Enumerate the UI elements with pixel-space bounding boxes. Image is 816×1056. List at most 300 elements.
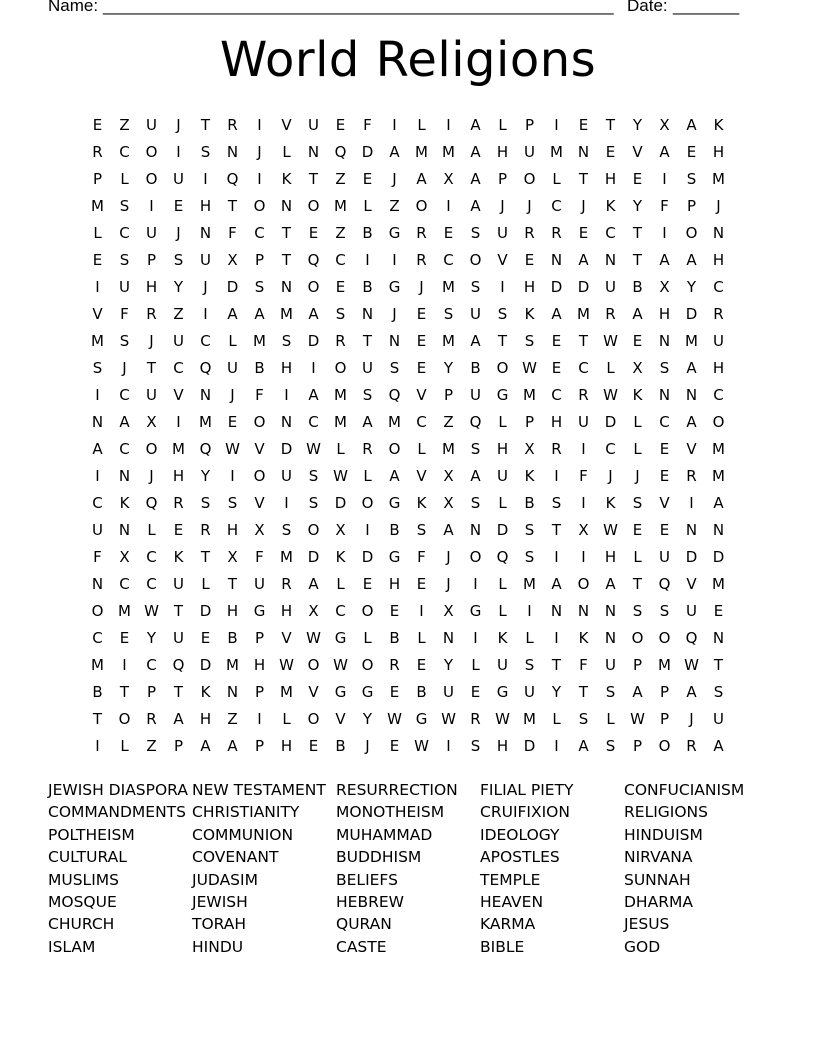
grid-letter[interactable]: P [146,250,157,269]
grid-letter[interactable]: V [416,466,427,485]
grid-letter[interactable]: M [280,304,293,323]
grid-letter[interactable]: N [712,223,725,242]
grid-letter[interactable]: O [523,169,536,188]
grid-letter[interactable]: N [91,574,104,593]
grid-letter[interactable]: R [200,520,211,539]
grid-letter[interactable]: I [95,385,100,404]
grid-letter[interactable]: A [308,574,319,593]
grid-letter[interactable]: E [524,250,535,269]
grid-letter[interactable]: S [227,493,238,512]
grid-letter[interactable]: T [551,655,562,674]
grid-letter[interactable]: Y [632,115,643,134]
grid-letter[interactable]: V [686,574,697,593]
grid-letter[interactable]: U [605,277,616,296]
grid-letter[interactable]: Y [443,655,454,674]
grid-letter[interactable]: I [392,115,397,134]
grid-letter[interactable]: U [524,142,535,161]
grid-letter[interactable]: L [417,115,426,134]
grid-letter[interactable]: U [497,655,508,674]
grid-letter[interactable]: A [470,142,481,161]
grid-letter[interactable]: U [254,574,265,593]
grid-letter[interactable]: C [92,493,103,512]
grid-letter[interactable]: E [632,169,643,188]
grid-letter[interactable]: D [496,520,509,539]
grid-letter[interactable]: W [306,439,321,458]
grid-letter[interactable]: B [416,682,427,701]
grid-letter[interactable]: I [149,196,154,215]
grid-letter[interactable]: O [658,628,671,647]
grid-letter[interactable]: I [527,601,532,620]
grid-letter[interactable]: Q [226,169,239,188]
grid-letter[interactable]: H [388,574,401,593]
grid-letter[interactable]: T [578,169,589,188]
grid-letter[interactable]: V [281,115,292,134]
grid-letter[interactable]: N [199,223,212,242]
grid-letter[interactable]: E [308,736,319,755]
grid-letter[interactable]: C [713,385,724,404]
grid-letter[interactable]: E [659,439,670,458]
grid-letter[interactable]: O [361,493,374,512]
grid-letter[interactable]: E [92,115,103,134]
grid-letter[interactable]: J [716,196,721,215]
grid-letter[interactable]: D [685,547,698,566]
grid-letter[interactable]: N [604,601,617,620]
grid-letter[interactable]: P [146,682,157,701]
grid-letter[interactable]: V [686,439,697,458]
grid-letter[interactable]: I [554,115,559,134]
grid-letter[interactable]: E [173,196,184,215]
grid-letter[interactable]: Z [443,412,454,431]
grid-letter[interactable]: B [335,736,346,755]
grid-letter[interactable]: V [308,682,319,701]
grid-letter[interactable]: C [173,358,184,377]
grid-letter[interactable]: R [227,115,238,134]
grid-letter[interactable]: H [604,169,617,188]
grid-letter[interactable]: N [469,520,482,539]
grid-letter[interactable]: L [417,628,426,647]
grid-letter[interactable]: R [281,574,292,593]
grid-letter[interactable]: N [280,277,293,296]
grid-letter[interactable]: J [203,277,208,296]
grid-letter[interactable]: S [119,250,130,269]
grid-letter[interactable]: G [415,709,428,728]
grid-letter[interactable]: D [199,601,212,620]
grid-letter[interactable]: G [496,682,509,701]
grid-letter[interactable]: X [443,466,454,485]
grid-letter[interactable]: E [416,331,427,350]
grid-letter[interactable]: E [686,142,697,161]
grid-letter[interactable]: T [227,574,238,593]
grid-letter[interactable]: I [554,628,559,647]
grid-letter[interactable]: N [685,385,698,404]
grid-letter[interactable]: P [173,736,184,755]
grid-letter[interactable]: P [254,736,265,755]
grid-letter[interactable]: J [689,709,694,728]
grid-letter[interactable]: Q [199,439,212,458]
grid-letter[interactable]: Q [145,493,158,512]
grid-letter[interactable]: T [119,682,130,701]
grid-letter[interactable]: O [334,358,347,377]
grid-letter[interactable]: S [254,277,265,296]
grid-letter[interactable]: C [119,439,130,458]
grid-letter[interactable]: G [253,601,266,620]
grid-letter[interactable]: I [257,115,262,134]
grid-letter[interactable]: M [334,412,347,431]
grid-letter[interactable]: U [497,466,508,485]
grid-letter[interactable]: R [146,709,157,728]
grid-letter[interactable]: N [199,385,212,404]
grid-letter[interactable]: A [389,142,400,161]
grid-letter[interactable]: S [632,493,643,512]
grid-letter[interactable]: E [308,223,319,242]
grid-letter[interactable]: I [473,574,478,593]
grid-letter[interactable]: D [685,304,698,323]
grid-letter[interactable]: D [307,331,320,350]
grid-letter[interactable]: A [659,250,670,269]
grid-letter[interactable]: M [226,655,239,674]
grid-letter[interactable]: I [446,115,451,134]
grid-letter[interactable]: T [605,115,616,134]
grid-letter[interactable]: A [443,520,454,539]
grid-letter[interactable]: W [306,628,321,647]
grid-letter[interactable]: F [579,655,588,674]
grid-letter[interactable]: S [524,520,535,539]
grid-letter[interactable]: U [470,385,481,404]
grid-letter[interactable]: X [227,547,238,566]
grid-letter[interactable]: E [443,223,454,242]
grid-letter[interactable]: U [443,682,454,701]
grid-letter[interactable]: D [361,142,374,161]
grid-letter[interactable]: M [118,601,131,620]
grid-letter[interactable]: W [441,709,456,728]
grid-letter[interactable]: I [581,547,586,566]
grid-letter[interactable]: K [605,196,616,215]
grid-letter[interactable]: T [146,358,157,377]
grid-letter[interactable]: D [604,412,617,431]
grid-letter[interactable]: U [146,115,157,134]
grid-letter[interactable]: U [173,574,184,593]
grid-letter[interactable]: M [199,412,212,431]
grid-letter[interactable]: I [392,250,397,269]
grid-letter[interactable]: H [226,520,239,539]
grid-letter[interactable]: M [442,331,455,350]
grid-letter[interactable]: R [146,304,157,323]
grid-letter[interactable]: L [498,412,507,431]
grid-letter[interactable]: M [523,709,536,728]
grid-letter[interactable]: K [632,385,643,404]
grid-letter[interactable]: R [362,439,373,458]
grid-letter[interactable]: C [119,142,130,161]
grid-letter[interactable]: M [442,142,455,161]
grid-letter[interactable]: A [551,304,562,323]
grid-letter[interactable]: C [416,412,427,431]
grid-letter[interactable]: H [145,277,158,296]
grid-letter[interactable]: J [527,196,532,215]
grid-letter[interactable]: H [253,655,266,674]
grid-letter[interactable]: I [662,223,667,242]
grid-letter[interactable]: L [228,331,237,350]
grid-letter[interactable]: V [416,385,427,404]
grid-letter[interactable]: J [500,196,505,215]
grid-letter[interactable]: H [496,142,509,161]
grid-letter[interactable]: M [415,142,428,161]
grid-letter[interactable]: S [605,736,616,755]
grid-letter[interactable]: Y [200,466,211,485]
grid-letter[interactable]: Q [334,142,347,161]
grid-letter[interactable]: L [93,223,102,242]
grid-letter[interactable]: I [284,493,289,512]
grid-letter[interactable]: C [659,412,670,431]
grid-letter[interactable]: X [632,358,643,377]
grid-letter[interactable]: O [415,196,428,215]
grid-letter[interactable]: L [633,547,642,566]
grid-letter[interactable]: I [257,709,262,728]
grid-letter[interactable]: N [361,304,374,323]
grid-letter[interactable]: C [605,439,616,458]
grid-letter[interactable]: X [443,493,454,512]
grid-letter[interactable]: S [416,520,427,539]
grid-letter[interactable]: G [496,385,509,404]
grid-letter[interactable]: N [604,250,617,269]
grid-letter[interactable]: N [658,331,671,350]
grid-letter[interactable]: K [524,304,535,323]
grid-letter[interactable]: H [280,736,293,755]
grid-letter[interactable]: K [605,493,616,512]
grid-letter[interactable]: R [389,655,400,674]
grid-letter[interactable]: M [442,439,455,458]
grid-letter[interactable]: U [173,331,184,350]
grid-letter[interactable]: N [280,196,293,215]
grid-letter[interactable]: B [362,277,373,296]
grid-letter[interactable]: E [92,250,103,269]
grid-letter[interactable]: S [470,223,481,242]
grid-letter[interactable]: L [282,142,291,161]
grid-letter[interactable]: F [255,385,264,404]
grid-letter[interactable]: N [388,331,401,350]
grid-letter[interactable]: P [524,412,535,431]
grid-letter[interactable]: D [361,547,374,566]
grid-letter[interactable]: O [712,412,725,431]
grid-letter[interactable]: X [119,547,130,566]
grid-letter[interactable]: O [469,250,482,269]
grid-letter[interactable]: K [335,547,346,566]
grid-letter[interactable]: U [659,547,670,566]
grid-letter[interactable]: U [281,466,292,485]
grid-letter[interactable]: T [578,682,589,701]
grid-letter[interactable]: U [227,358,238,377]
grid-letter[interactable]: B [470,358,481,377]
grid-letter[interactable]: V [497,250,508,269]
grid-letter[interactable]: X [308,601,319,620]
grid-letter[interactable]: T [92,709,103,728]
grid-letter[interactable]: C [146,655,157,674]
grid-letter[interactable]: W [144,601,159,620]
grid-letter[interactable]: X [227,250,238,269]
grid-letter[interactable]: U [362,358,373,377]
grid-letter[interactable]: A [308,385,319,404]
grid-letter[interactable]: J [176,115,181,134]
grid-letter[interactable]: R [686,736,697,755]
grid-letter[interactable]: W [684,655,699,674]
grid-letter[interactable]: I [365,520,370,539]
grid-letter[interactable]: M [712,466,725,485]
grid-letter[interactable]: N [226,682,239,701]
grid-letter[interactable]: I [554,736,559,755]
grid-letter[interactable]: M [712,439,725,458]
grid-letter[interactable]: W [603,385,618,404]
grid-letter[interactable]: N [307,142,320,161]
grid-letter[interactable]: A [470,331,481,350]
grid-letter[interactable]: Q [172,655,185,674]
grid-letter[interactable]: S [200,142,211,161]
grid-letter[interactable]: E [713,601,724,620]
grid-letter[interactable]: C [335,601,346,620]
grid-letter[interactable]: J [257,142,262,161]
grid-letter[interactable]: S [713,682,724,701]
grid-letter[interactable]: Q [685,628,698,647]
grid-letter[interactable]: J [122,358,127,377]
grid-letter[interactable]: U [524,682,535,701]
grid-letter[interactable]: J [446,574,451,593]
grid-letter[interactable]: D [550,277,563,296]
grid-letter[interactable]: R [470,709,481,728]
grid-letter[interactable]: L [606,709,615,728]
grid-letter[interactable]: H [712,358,725,377]
grid-letter[interactable]: B [632,277,643,296]
grid-letter[interactable]: A [713,736,724,755]
grid-letter[interactable]: U [713,709,724,728]
grid-letter[interactable]: S [605,682,616,701]
grid-letter[interactable]: A [632,682,643,701]
grid-letter[interactable]: A [686,250,697,269]
grid-letter[interactable]: M [334,196,347,215]
grid-letter[interactable]: U [470,304,481,323]
grid-letter[interactable]: N [550,250,563,269]
grid-letter[interactable]: A [362,412,373,431]
grid-letter[interactable]: Q [658,574,671,593]
grid-letter[interactable]: J [149,331,154,350]
grid-letter[interactable]: E [200,628,211,647]
grid-letter[interactable]: L [606,358,615,377]
grid-letter[interactable]: R [578,385,589,404]
grid-letter[interactable]: Y [362,709,373,728]
grid-letter[interactable]: V [173,385,184,404]
grid-letter[interactable]: N [658,385,671,404]
grid-letter[interactable]: O [307,709,320,728]
grid-letter[interactable]: H [172,466,185,485]
grid-letter[interactable]: D [712,547,725,566]
grid-letter[interactable]: E [578,115,589,134]
grid-letter[interactable]: E [416,358,427,377]
grid-letter[interactable]: Z [227,709,238,728]
grid-letter[interactable]: X [443,169,454,188]
grid-letter[interactable]: S [200,493,211,512]
grid-letter[interactable]: L [498,493,507,512]
grid-letter[interactable]: L [147,520,156,539]
grid-letter[interactable]: T [632,574,643,593]
grid-letter[interactable]: S [524,655,535,674]
grid-letter[interactable]: A [659,142,670,161]
grid-letter[interactable]: I [473,628,478,647]
grid-letter[interactable]: A [92,439,103,458]
grid-letter[interactable]: J [176,223,181,242]
grid-letter[interactable]: A [686,358,697,377]
grid-letter[interactable]: S [308,493,319,512]
grid-letter[interactable]: M [334,385,347,404]
grid-letter[interactable]: T [362,331,373,350]
grid-letter[interactable]: S [335,304,346,323]
grid-letter[interactable]: U [713,331,724,350]
grid-letter[interactable]: H [496,736,509,755]
grid-letter[interactable]: Z [389,196,400,215]
grid-letter[interactable]: W [603,331,618,350]
grid-letter[interactable]: X [578,520,589,539]
grid-letter[interactable]: U [578,412,589,431]
grid-letter[interactable]: H [658,304,671,323]
grid-letter[interactable]: G [388,547,401,566]
grid-letter[interactable]: I [581,439,586,458]
grid-letter[interactable]: Z [119,115,130,134]
grid-letter[interactable]: C [443,250,454,269]
grid-letter[interactable]: C [551,385,562,404]
grid-letter[interactable]: S [578,709,589,728]
grid-letter[interactable]: L [633,412,642,431]
grid-letter[interactable]: O [118,709,131,728]
grid-letter[interactable]: A [686,115,697,134]
grid-letter[interactable]: J [230,385,235,404]
grid-letter[interactable]: E [227,412,238,431]
grid-letter[interactable]: O [496,358,509,377]
grid-letter[interactable]: X [659,115,670,134]
grid-letter[interactable]: L [498,601,507,620]
grid-letter[interactable]: M [523,385,536,404]
grid-letter[interactable]: P [497,169,508,188]
grid-letter[interactable]: T [281,250,292,269]
grid-letter[interactable]: I [176,412,181,431]
grid-letter[interactable]: Y [173,277,184,296]
grid-letter[interactable]: R [335,331,346,350]
grid-letter[interactable]: U [146,385,157,404]
grid-letter[interactable]: L [552,169,561,188]
grid-letter[interactable]: K [524,466,535,485]
grid-letter[interactable]: N [685,520,698,539]
grid-letter[interactable]: T [281,223,292,242]
grid-letter[interactable]: Z [335,223,346,242]
grid-letter[interactable]: T [200,547,211,566]
grid-letter[interactable]: M [712,574,725,593]
grid-letter[interactable]: E [578,223,589,242]
grid-letter[interactable]: B [254,358,265,377]
grid-letter[interactable]: O [658,736,671,755]
grid-letter[interactable]: N [550,601,563,620]
grid-letter[interactable]: Q [307,250,320,269]
grid-letter[interactable]: R [416,250,427,269]
grid-letter[interactable]: J [446,547,451,566]
grid-letter[interactable]: A [551,574,562,593]
grid-letter[interactable]: M [685,331,698,350]
grid-letter[interactable]: M [658,655,671,674]
grid-letter[interactable]: M [91,196,104,215]
grid-letter[interactable]: L [120,169,129,188]
grid-letter[interactable]: L [363,628,372,647]
grid-letter[interactable]: W [414,736,429,755]
grid-letter[interactable]: L [282,709,291,728]
grid-letter[interactable]: U [686,601,697,620]
grid-letter[interactable]: P [254,682,265,701]
grid-letter[interactable]: A [578,250,589,269]
grid-letter[interactable]: O [631,628,644,647]
grid-letter[interactable]: O [361,655,374,674]
